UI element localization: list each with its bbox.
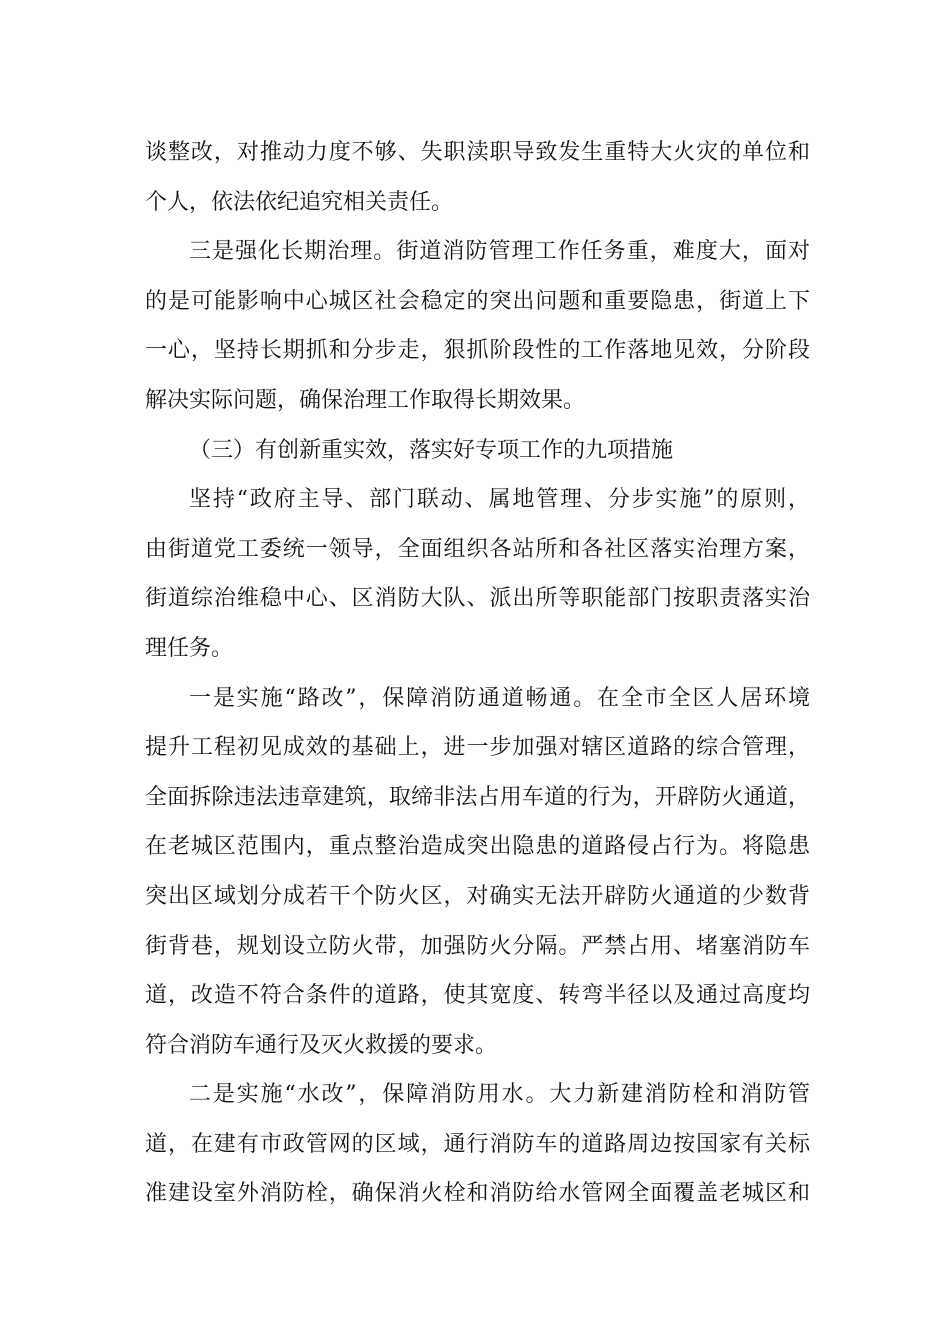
text-line: 个人，依法依纪追究相关责任。	[145, 189, 454, 215]
text-line: 符合消防车通行及灭火救援的要求。	[145, 1032, 498, 1058]
text-line: 在老城区范围内，重点整治造成突出隐患的道路侵占行为。将隐患	[145, 834, 810, 860]
text-line: 三是强化长期治理。街道消防管理工作任务重，难度大，面对	[189, 239, 810, 265]
text-line: 街道综治维稳中心、区消防大队、派出所等职能部门按职责落实治	[145, 586, 810, 612]
text-line: 突出区域划分成若干个防火区，对确实无法开辟防火通道的少数背	[145, 883, 810, 909]
text-line: 准建设室外消防栓，确保消火栓和消防给水管网全面覆盖老城区和	[145, 1181, 810, 1207]
document-body	[145, 128, 810, 1219]
text-line: 全面拆除违法违章建筑，取缔非法占用车道的行为，开辟防火通道，	[145, 784, 810, 810]
text-line: 谈整改，对推动力度不够、失职渎职导致发生重特大火灾的单位和	[145, 140, 810, 165]
text-line: 理任务。	[145, 635, 234, 661]
text-line: 街背巷，规划设立防火带，加强防火分隔。严禁占用、堵塞消防车	[145, 933, 810, 959]
text-line: 二是实施“水改”，保障消防用水。大力新建消防栓和消防管	[189, 1082, 810, 1108]
text-line: 坚持“政府主导、部门联动、属地管理、分步实施”的原则，	[189, 487, 810, 513]
text-line: 提升工程初见成效的基础上，进一步加强对辖区道路的综合管理，	[145, 735, 810, 761]
text-line: 一心，坚持长期抓和分步走，狠抓阶段性的工作落地见效，分阶段	[145, 338, 810, 364]
text-line: 道，改造不符合条件的道路，使其宽度、转弯半径以及通过高度均	[145, 983, 810, 1009]
text-line: 由街道党工委统一领导，全面组织各站所和各社区落实治理方案，	[145, 536, 810, 562]
text-line: 道，在建有市政管网的区域，通行消防车的道路周边按国家有关标	[145, 1131, 810, 1157]
text-line: 的是可能影响中心城区社会稳定的突出问题和重要隐患，街道上下	[145, 288, 810, 314]
text-line: 解决实际问题，确保治理工作取得长期效果。	[145, 387, 586, 413]
text-line: 一是实施“路改”，保障消防通道畅通。在全市全区人居环境	[189, 685, 810, 711]
section-heading: （三）有创新重实效，落实好专项工作的九项措施	[189, 437, 674, 463]
